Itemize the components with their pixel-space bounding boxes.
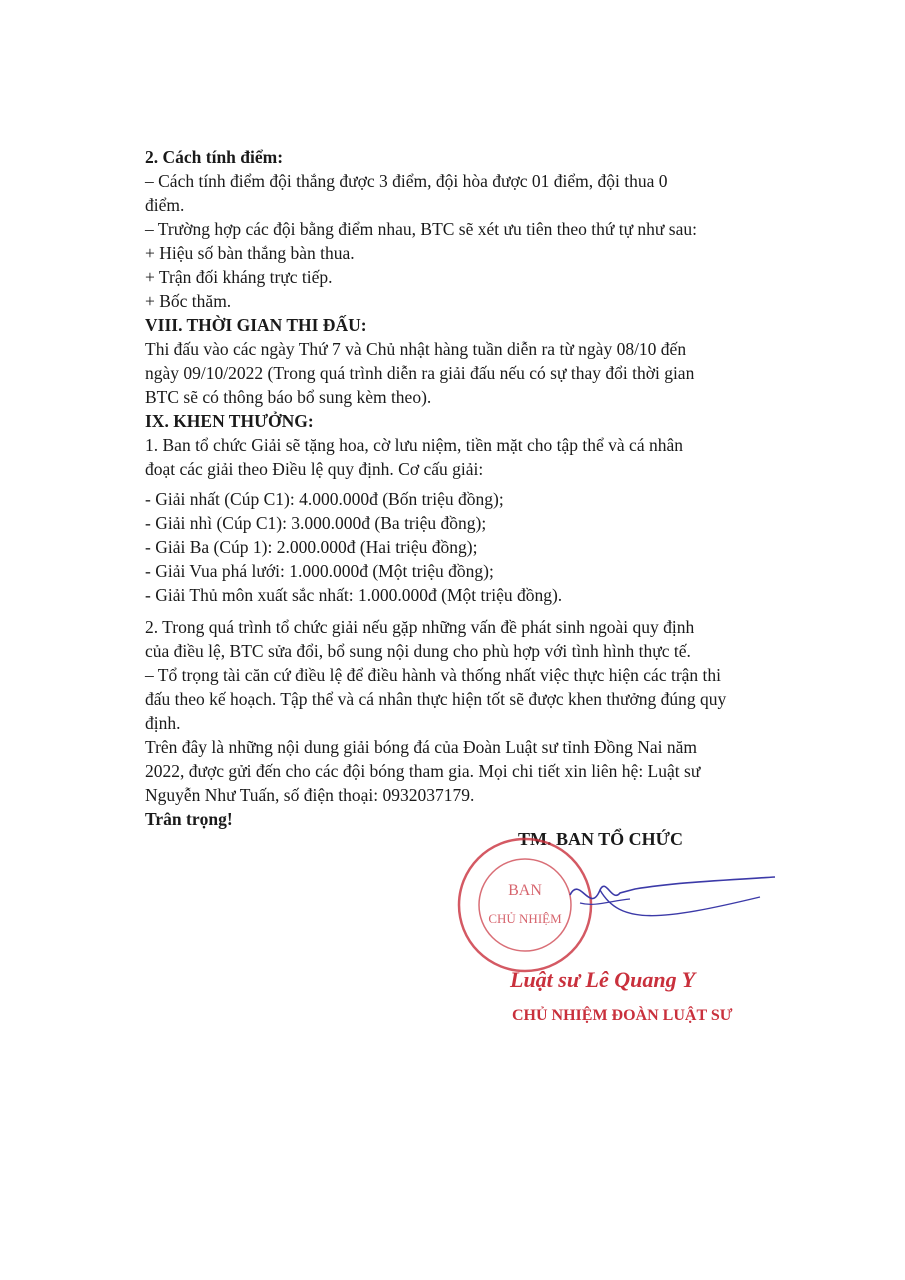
scoring-rule-1: – Cách tính điểm đội thắng được 3 điểm, đội hòa được 01 điểm, đội thua 0 (145, 171, 668, 191)
rewards-para-2: – Tổ trọng tài căn cứ điều lệ để điều hành và thống nhất việc thực hiện các trận thi (145, 665, 722, 685)
closing-text: 2022, được gửi đến cho các đội bóng tham gia. Mọi chi tiết xin liên hệ: Luật sư (145, 761, 701, 781)
prize-item: - Giải nhất (Cúp C1): 4.000.000đ (Bốn triệu đồng); (145, 489, 504, 509)
closing-regards: Trân trọng! (145, 809, 233, 829)
schedule-text: BTC sẽ có thông báo bổ sung kèm theo). (145, 387, 432, 407)
prize-item: - Giải Vua phá lưới: 1.000.000đ (Một triệu đồng); (145, 561, 494, 581)
rewards-para-2: định. (145, 713, 181, 733)
schedule-text: ngày 09/10/2022 (Trong quá trình diễn ra giải đấu nếu có sự thay đổi thời gian (145, 363, 695, 383)
scoring-rule-2: – Trường hợp các đội bằng điểm nhau, BTC sẽ xét ưu tiên theo thứ tự như sau: (145, 219, 697, 239)
rewards-intro: đoạt các giải theo Điều lệ quy định. Cơ cấu giải: (145, 459, 484, 479)
rewards-para-2: đấu theo kế hoạch. Tập thể và cá nhân thực hiện tốt sẽ được khen thưởng đúng quy (145, 689, 727, 709)
closing-text: Nguyễn Như Tuấn, số điện thoại: 0932037179. (145, 785, 475, 805)
signer-name: Luật sư Lê Quang Y (510, 967, 696, 992)
svg-text:CHỦ NHIỆM: CHỦ NHIỆM (488, 911, 562, 926)
rewards-heading: IX. KHEN THƯỞNG: (145, 411, 314, 431)
rewards-intro: 1. Ban tổ chức Giải sẽ tặng hoa, cờ lưu niệm, tiền mặt cho tập thể và cá nhân (145, 435, 683, 455)
scoring-rule-1-cont: điểm. (145, 195, 185, 215)
org-title: TM. BAN TỔ CHỨC (518, 829, 684, 849)
svg-text:BAN: BAN (508, 882, 542, 899)
rewards-para-2: 2. Trong quá trình tổ chức giải nếu gặp những vấn đề phát sinh ngoài quy định (145, 617, 695, 637)
scoring-heading: 2. Cách tính điểm: (145, 147, 284, 167)
prize-item: - Giải Ba (Cúp 1): 2.000.000đ (Hai triệu đồng); (145, 537, 478, 557)
prize-item: - Giải Thủ môn xuất sắc nhất: 1.000.000đ (Một triệu đồng). (145, 585, 563, 605)
handwritten-signature (560, 855, 790, 935)
closing-text: Trên đây là những nội dung giải bóng đá của Đoàn Luật sư tỉnh Đồng Nai năm (145, 737, 697, 757)
rewards-para-2: của điều lệ, BTC sửa đổi, bổ sung nội dung cho phù hợp với tình hình thực tế. (145, 641, 691, 661)
priority-item: + Hiệu số bàn thắng bàn thua. (145, 243, 355, 263)
prize-item: - Giải nhì (Cúp C1): 3.000.000đ (Ba triệu đồng); (145, 513, 487, 533)
schedule-text: Thi đấu vào các ngày Thứ 7 và Chủ nhật hàng tuần diễn ra từ ngày 08/10 đến (145, 339, 687, 359)
signer-role: CHỦ NHIỆM ĐOÀN LUẬT SƯ (512, 1007, 733, 1024)
schedule-heading: VIII. THỜI GIAN THI ĐẤU: (145, 315, 367, 335)
priority-item: + Bốc thăm. (145, 291, 232, 311)
priority-item: + Trận đối kháng trực tiếp. (145, 267, 333, 287)
